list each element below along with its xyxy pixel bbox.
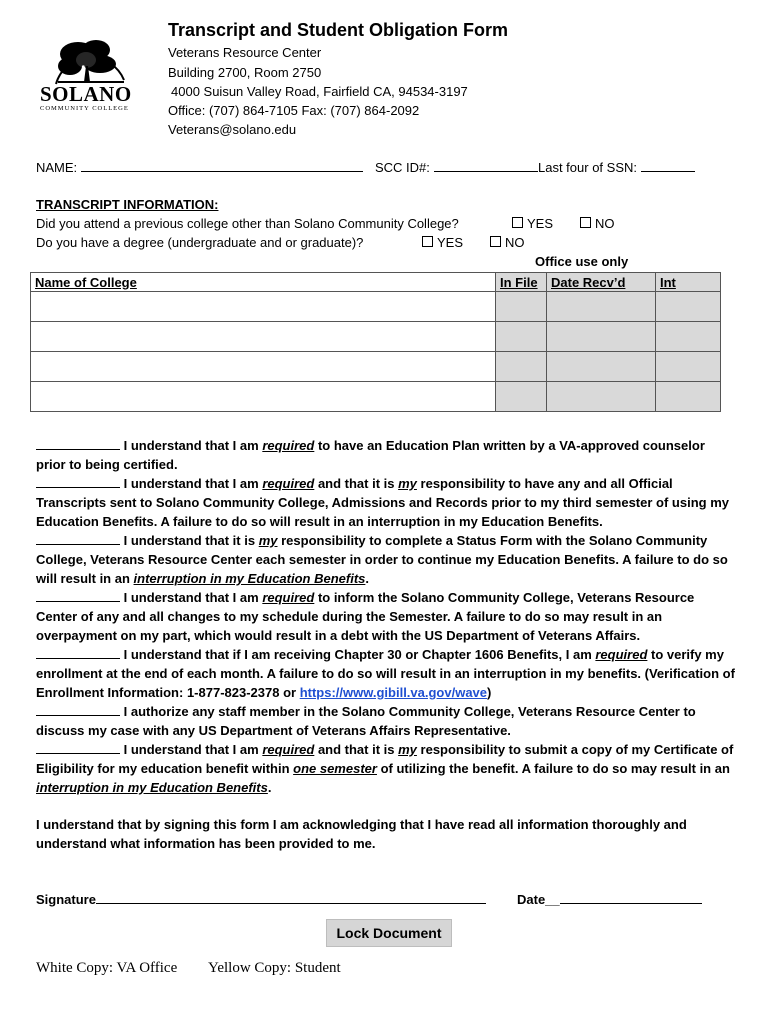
acknowledgement-text: I understand that by signing this form I am acknowledging that I have read all information thoroughly and understand what information has been provided to me.	[36, 817, 687, 851]
scc-id-field-row	[375, 159, 538, 175]
statements-block	[36, 436, 736, 797]
q1-no-label: NO	[595, 216, 615, 231]
address-line-1: Veterans Resource Center	[168, 45, 322, 60]
int-cell	[656, 292, 721, 322]
col-int: Int	[656, 273, 721, 292]
white-copy-note: White Copy: VA Office	[36, 960, 178, 976]
college-name-cell[interactable]	[31, 352, 496, 382]
q1-yes-option[interactable]	[512, 216, 553, 231]
q1-no-checkbox[interactable]	[580, 217, 591, 228]
transcript-heading: TRANSCRIPT INFORMATION:	[36, 197, 219, 212]
initial-line-2[interactable]	[36, 475, 120, 488]
initial-line-4[interactable]	[36, 589, 120, 602]
signature-label: Signature	[36, 892, 96, 907]
q1-yes-checkbox[interactable]	[512, 217, 523, 228]
int-cell	[656, 352, 721, 382]
in-file-cell	[496, 292, 547, 322]
q2-no-option[interactable]	[490, 235, 525, 250]
date-cell	[547, 322, 656, 352]
statement-6: I authorize any staff member in the Solano Community College, Veterans Resource Center to discuss my case with any US Department of Veterans Affairs Representative.	[36, 704, 696, 738]
lock-document-button[interactable]: Lock Document	[326, 919, 452, 947]
col-date-received: Date Recv’d	[547, 273, 656, 292]
statement-2: I understand that I am required and that it is my responsibility to have any and all Official Transcripts sent to Solano Community College, Admissions and Records prior to my third semester of using my Education Benefits. A failure to do so will result in an interruption in my Education Benefits.	[36, 476, 729, 529]
name-field-row	[36, 159, 363, 175]
date-row	[517, 891, 702, 907]
ssn-input-line[interactable]	[641, 159, 695, 172]
q1-yes-label: YES	[527, 216, 554, 231]
logo-wordmark: SOLANO	[40, 82, 132, 106]
college-name-cell[interactable]	[31, 292, 496, 322]
question-degree: Do you have a degree (undergraduate and or graduate)?	[36, 235, 364, 250]
q2-no-label: NO	[505, 235, 525, 250]
in-file-cell	[496, 382, 547, 412]
scc-id-input-line[interactable]	[434, 159, 538, 172]
initial-line-3[interactable]	[36, 532, 120, 545]
date-label: Date__	[517, 892, 560, 907]
col-in-file: In File	[496, 273, 547, 292]
q2-no-checkbox[interactable]	[490, 236, 501, 247]
gibill-wave-link[interactable]: https://www.gibill.va.gov/wave	[299, 685, 488, 700]
int-cell	[656, 382, 721, 412]
statement-3: I understand that it is my responsibility to complete a Status Form with the Solano Community College, Veterans Resource Center each semester in order to continue my Education Benefits. A failure to do so will result in an interruption in my Education Benefits.	[36, 533, 728, 586]
statement-7: I understand that I am required and that it is my responsibility to submit a copy of my Certificate of Eligibility for my education benefit within one semester of utilizing the benefit. A failure to do so may result in an interruption in my Education Benefits.	[36, 742, 734, 795]
name-label: NAME:	[36, 160, 78, 175]
signature-input-line[interactable]	[96, 891, 486, 904]
initial-line-7[interactable]	[36, 741, 120, 754]
ssn-label: Last four of SSN:	[538, 160, 637, 175]
logo-subtitle: COMMUNITY COLLEGE	[40, 105, 129, 112]
date-cell	[547, 352, 656, 382]
in-file-cell	[496, 352, 547, 382]
address-line-2: Building 2700, Room 2750	[168, 65, 322, 80]
int-cell	[656, 322, 721, 352]
scc-id-label: SCC ID#:	[375, 160, 430, 175]
in-file-cell	[496, 322, 547, 352]
statement-5: I understand that if I am receiving Chapter 30 or Chapter 1606 Benefits, I am required to verify my enrollment at the end of each month. A failure to do so will result in an interruption in my benefits. (Verification of Enrollment Information: 1-877-823-2378 or https://www.gibill.va.gov/wave)	[36, 647, 735, 700]
college-name-cell[interactable]	[31, 322, 496, 352]
col-name-of-college: Name of College	[31, 273, 496, 292]
college-table	[30, 272, 721, 412]
statement-4: I understand that I am required to inform the Solano Community College, Veterans Resource Center of any and all changes to my schedule during the Semester. A failure to do so may result in an overpayment on my part, which would result in a debt with the US Department of Veterans Affairs.	[36, 590, 695, 643]
initial-line-5[interactable]	[36, 646, 120, 659]
name-input-line[interactable]	[81, 159, 363, 172]
address-line-3: 4000 Suisun Valley Road, Fairfield CA, 94534-3197	[171, 84, 468, 99]
date-input-line[interactable]	[560, 891, 702, 904]
q1-no-option[interactable]	[580, 216, 615, 231]
initial-line-1[interactable]	[36, 437, 120, 450]
q2-yes-option[interactable]	[422, 235, 463, 250]
table-row	[31, 292, 721, 322]
yellow-copy-note: Yellow Copy: Student	[208, 960, 341, 976]
college-name-cell[interactable]	[31, 382, 496, 412]
table-header-row	[31, 273, 721, 292]
ssn-field-row	[538, 159, 695, 175]
question-previous-college: Did you attend a previous college other than Solano Community College?	[36, 216, 459, 231]
email-line: Veterans@solano.edu	[168, 122, 297, 137]
date-cell	[547, 292, 656, 322]
signature-row	[36, 891, 486, 907]
initial-line-6[interactable]	[36, 703, 120, 716]
address-line-4: Office: (707) 864-7105 Fax: (707) 864-2092	[168, 103, 420, 118]
table-row	[31, 322, 721, 352]
table-row	[31, 382, 721, 412]
office-use-label: Office use only	[535, 254, 629, 269]
q2-yes-label: YES	[437, 235, 464, 250]
table-row	[31, 352, 721, 382]
date-cell	[547, 382, 656, 412]
q2-yes-checkbox[interactable]	[422, 236, 433, 247]
statement-1: I understand that I am required to have an Education Plan written by a VA-approved counselor prior to being certified.	[36, 438, 705, 472]
form-title: Transcript and Student Obligation Form	[168, 20, 509, 40]
